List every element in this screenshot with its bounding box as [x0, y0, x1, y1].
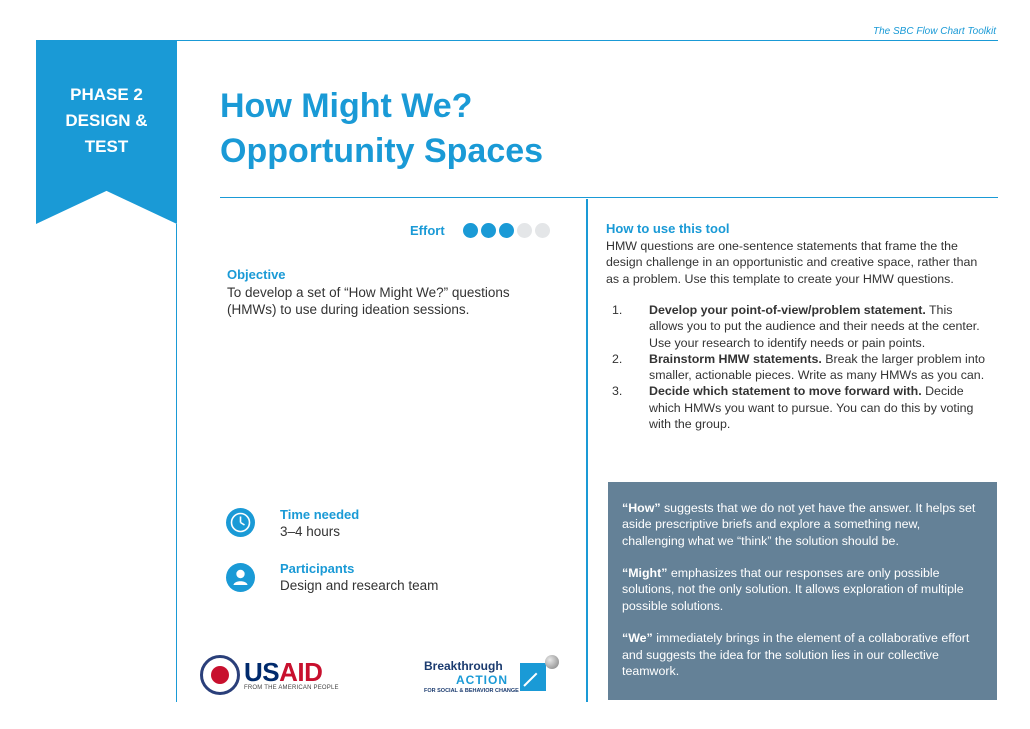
ba-name-line-2: ACTION: [456, 673, 508, 687]
quote-text: suggests that we do not yet have the answer. It helps set aside prescriptive briefs and explore a something new, challenging what we “think” the solution should be.: [622, 501, 976, 548]
participants-heading: Participants: [280, 561, 355, 576]
usaid-tagline: FROM THE AMERICAN PEOPLE: [244, 685, 339, 691]
breakthrough-action-logo: [424, 655, 564, 697]
effort-dot: [535, 223, 550, 238]
step-text: [649, 302, 988, 351]
person-icon: [226, 563, 255, 592]
step-text: [649, 351, 988, 384]
column-divider: [586, 199, 588, 702]
ba-tagline: FOR SOCIAL & BEHAVIOR CHANGE: [424, 688, 519, 694]
phase-line-2: DESIGN &: [65, 111, 148, 130]
objective-heading: Objective: [227, 267, 286, 282]
page-title-line-2: Opportunity Spaces: [220, 132, 544, 170]
step-text: [649, 383, 988, 432]
usaid-aid: AID: [279, 657, 323, 687]
step-number: 2.: [612, 351, 623, 366]
quote-paragraph: [622, 630, 983, 679]
participants-value: Design and research team: [280, 578, 439, 593]
step-item: [612, 383, 988, 432]
ba-ball-icon: [545, 655, 559, 669]
left-divider: [176, 224, 177, 702]
quote-text: immediately brings in the element of a collaborative effort and suggests the idea for the solution lies in our collective teamwork.: [622, 631, 970, 678]
effort-label: Effort: [410, 223, 445, 238]
step-item: [612, 351, 988, 384]
toolkit-label: The SBC Flow Chart Toolkit: [872, 26, 996, 37]
quote-paragraph: [622, 565, 983, 614]
usaid-us: US: [244, 657, 280, 687]
usaid-seal-icon: [200, 655, 240, 695]
step-description: Decide which HMWs you want to pursue. You can do this by voting with the group.: [649, 384, 974, 432]
hmw-explanation-box: [608, 482, 997, 700]
effort-dot: [481, 223, 496, 238]
quote-term: “Might”: [622, 566, 668, 581]
quote-paragraph: [622, 500, 983, 549]
phase-line-3: TEST: [84, 137, 129, 156]
step-description: Break the larger problem into smaller, actionable pieces. Write as many HMWs as you can.: [649, 351, 986, 383]
step-item: [612, 302, 988, 351]
effort-rating: [463, 223, 550, 238]
time-needed-value: 3–4 hours: [280, 524, 341, 539]
quote-text: emphasizes that our responses are only possible solutions, not the only solution. It allows exploration of multiple possible solutions.: [622, 566, 964, 613]
usaid-logo: [200, 655, 339, 695]
effort-dot: [463, 223, 478, 238]
title-divider: [220, 197, 998, 198]
ba-mark-icon: [520, 663, 546, 691]
page-title-line-1: How Might We?: [220, 87, 473, 125]
time-needed-heading: Time needed: [280, 507, 360, 522]
ba-name-line-1: Breakthrough: [424, 659, 503, 673]
effort-dot: [499, 223, 514, 238]
quote-term: “How”: [622, 501, 661, 515]
objective-text: To develop a set of “How Might We?” questions (HMWs) to use during ideation sessions.: [227, 285, 510, 317]
step-title: Decide which statement to move forward with.: [649, 384, 922, 399]
header-rule: [176, 40, 998, 41]
phase-line-1: PHASE 2: [70, 85, 143, 104]
how-to-use-intro: HMW questions are one-sentence statements that frame the the design challenge in an opportunistic and creative space, rather than as a problem. Use this template to create your HMW questions.: [606, 239, 978, 286]
step-title: Develop your point-of-view/problem statement.: [649, 303, 926, 317]
steps-list: [612, 302, 988, 432]
clock-icon: [226, 508, 255, 537]
how-to-use-heading: How to use this tool: [606, 221, 730, 236]
effort-dot: [517, 223, 532, 238]
step-number: 3.: [612, 384, 623, 399]
quote-term: “We”: [622, 631, 653, 646]
step-number: 1.: [612, 303, 623, 317]
step-description: This allows you to put the audience and their needs at the center. Use your research to identify needs or pain points.: [649, 303, 980, 350]
step-title: Brainstorm HMW statements.: [649, 351, 822, 366]
phase-label: [36, 82, 177, 160]
